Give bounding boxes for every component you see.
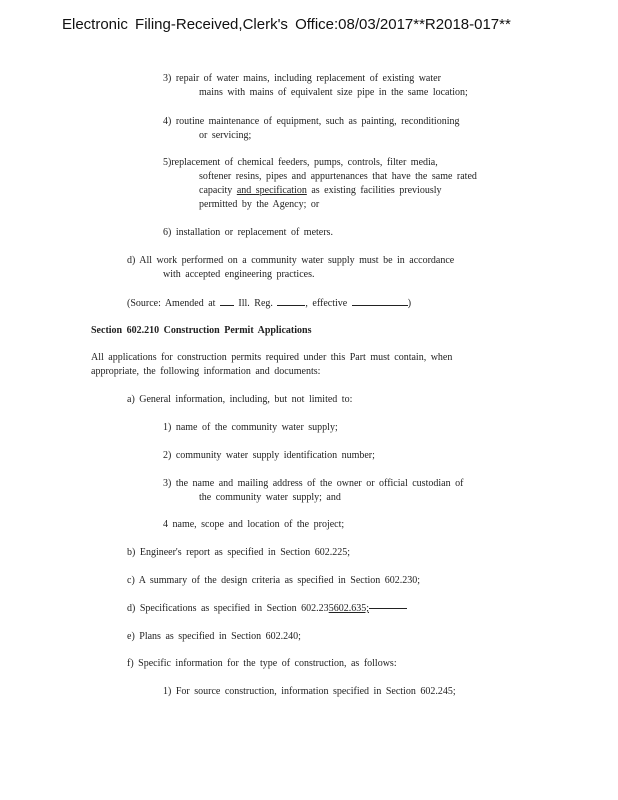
blank-page [277,296,305,306]
item-4-line-1: 4) routine maintenance of equipment, such as painting, reconditioning [163,116,460,127]
list-item-a2: 2) community water supply identification number; [163,450,375,461]
section-intro-line-2: appropriate, the following information and documents: [91,366,321,377]
item-3-line-2: mains with mains of equivalent size pipe in the same location; [199,87,468,98]
list-item-b: b) Engineer's report as specified in Section 602.225; [127,547,350,558]
list-item-a3-line-1: 3) the name and mailing address of the owner or official custodian of [163,478,464,489]
source-effective: , effective [305,298,348,309]
para-d-line-2: with accepted engineering practices. [163,269,315,280]
item-5-line-3-rest: as existing facilities previously [306,185,442,196]
item-5-capacity-text: capacity [199,185,237,196]
strikethrough-mark [369,608,407,610]
source-close: ) [407,298,412,309]
list-item-c: c) A summary of the design criteria as specified in Section 602.230; [127,575,421,586]
item-3-line-1: 3) repair of water mains, including replacement of existing water [163,73,441,84]
item-5-line-2: softener resins, pipes and appurtenances that have the same rated [199,171,477,182]
list-item-a4: 4 name, scope and location of the project; [163,519,345,530]
list-item-e: e) Plans as specified in Section 602.240; [127,631,301,642]
inserted-text-and-specification: and specification [236,185,307,196]
list-item-a3-line-2: the community water supply; and [199,492,341,503]
item-4-line-2: or servicing; [199,130,252,141]
filing-header: Electronic Filing-Received,Clerk's Office:08/03/2017**R2018-017** [62,16,511,33]
blank-volume [220,296,234,306]
source-ill-reg: Ill. Reg. [238,298,273,309]
list-item-f: f) Specific information for the type of construction, as follows: [127,658,397,669]
list-item-d-text: d) Specifications as specified in Section 602.23 [127,603,329,614]
source-amended-at: (Source: Amended at [127,298,216,309]
section-intro-line-1: All applications for construction permits required under this Part must contain, when [91,352,453,363]
list-item-f1: 1) For source construction, information specified in Section 602.245; [163,686,456,697]
section-heading: Section 602.210 Construction Permit Applications [91,325,312,336]
item-5-line-1: 5)replacement of chemical feeders, pumps, controls, filter media, [163,157,438,168]
list-item-a1: 1) name of the community water supply; [163,422,338,433]
list-item-d [127,602,407,616]
blank-date [352,296,408,306]
item-5-line-3 [199,184,441,198]
item-6: 6) installation or replacement of meters. [163,227,333,238]
source-note [127,296,411,311]
inserted-section-ref: 5602.635; [328,603,369,614]
item-5-line-4: permitted by the Agency; or [199,199,320,210]
list-item-a: a) General information, including, but not limited to: [127,394,353,405]
para-d-line-1: d) All work performed on a community water supply must be in accordance [127,255,455,266]
